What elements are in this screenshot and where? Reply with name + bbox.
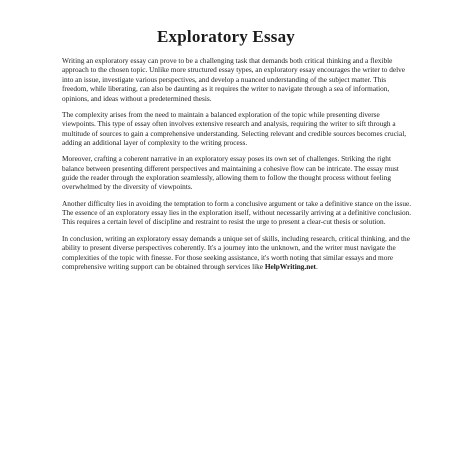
paragraph-5-text: In conclusion, writing an exploratory essay demands a unique set of skills, including research, critical thinking, and the ability to present diverse perspectives coherently. It's a journey into the unknown, and the writer must navigate the complexities of the topic with finesse. For those seeking assistance, it's worth noting that similar essays and more comprehensive writing support can be obtained through services like (62, 233, 410, 271)
paragraph-5-end: . (316, 261, 318, 271)
paragraph-3: Moreover, crafting a coherent narrative in an exploratory essay poses its own set of challenges. Striking the right balance between presenting different perspectives and maintaining a cohesive flow can be intricate. The essay must guide the reader through the exploration seamlessly, allowing them to follow the thought process without feeling overwhelmed by the diversity of viewpoints. (62, 154, 399, 192)
paragraph-5 (62, 234, 412, 272)
paragraph-1: Writing an exploratory essay can prove to be a challenging task that demands both critical thinking and a flexible approach to the chosen topic. Unlike more structured essay types, an exploratory essay encourages the writer to delve into an issue, investigate various perspectives, and develop a nuanced understanding of the subject matter. This freedom, while liberating, can also be daunting as it requires the writer to navigate through a sea of information, opinions, and ideas without a predetermined thesis. (62, 56, 406, 103)
document-body (62, 56, 412, 278)
helpwriting-site-name: HelpWriting.net (264, 261, 316, 271)
paragraph-2: The complexity arises from the need to maintain a balanced exploration of the topic while presenting diverse viewpoints. This type of essay often involves extensive research and analysis, requiring the writer to sift through a multitude of sources to gain a comprehensive understanding. Selecting relevant and credible sources becomes crucial, adding an additional layer of complexity to the writing process. (62, 109, 407, 148)
document-title: Exploratory Essay (157, 27, 295, 46)
paragraph-4: Another difficulty lies in avoiding the temptation to form a conclusive argument or take a definitive stance on the issue. The essence of an exploratory essay lies in the exploration itself, without necessarily arriving at a definitive conclusion. This requires a certain level of discipline and restraint to resist the urge to present a clear-cut thesis or solution. (62, 198, 412, 227)
